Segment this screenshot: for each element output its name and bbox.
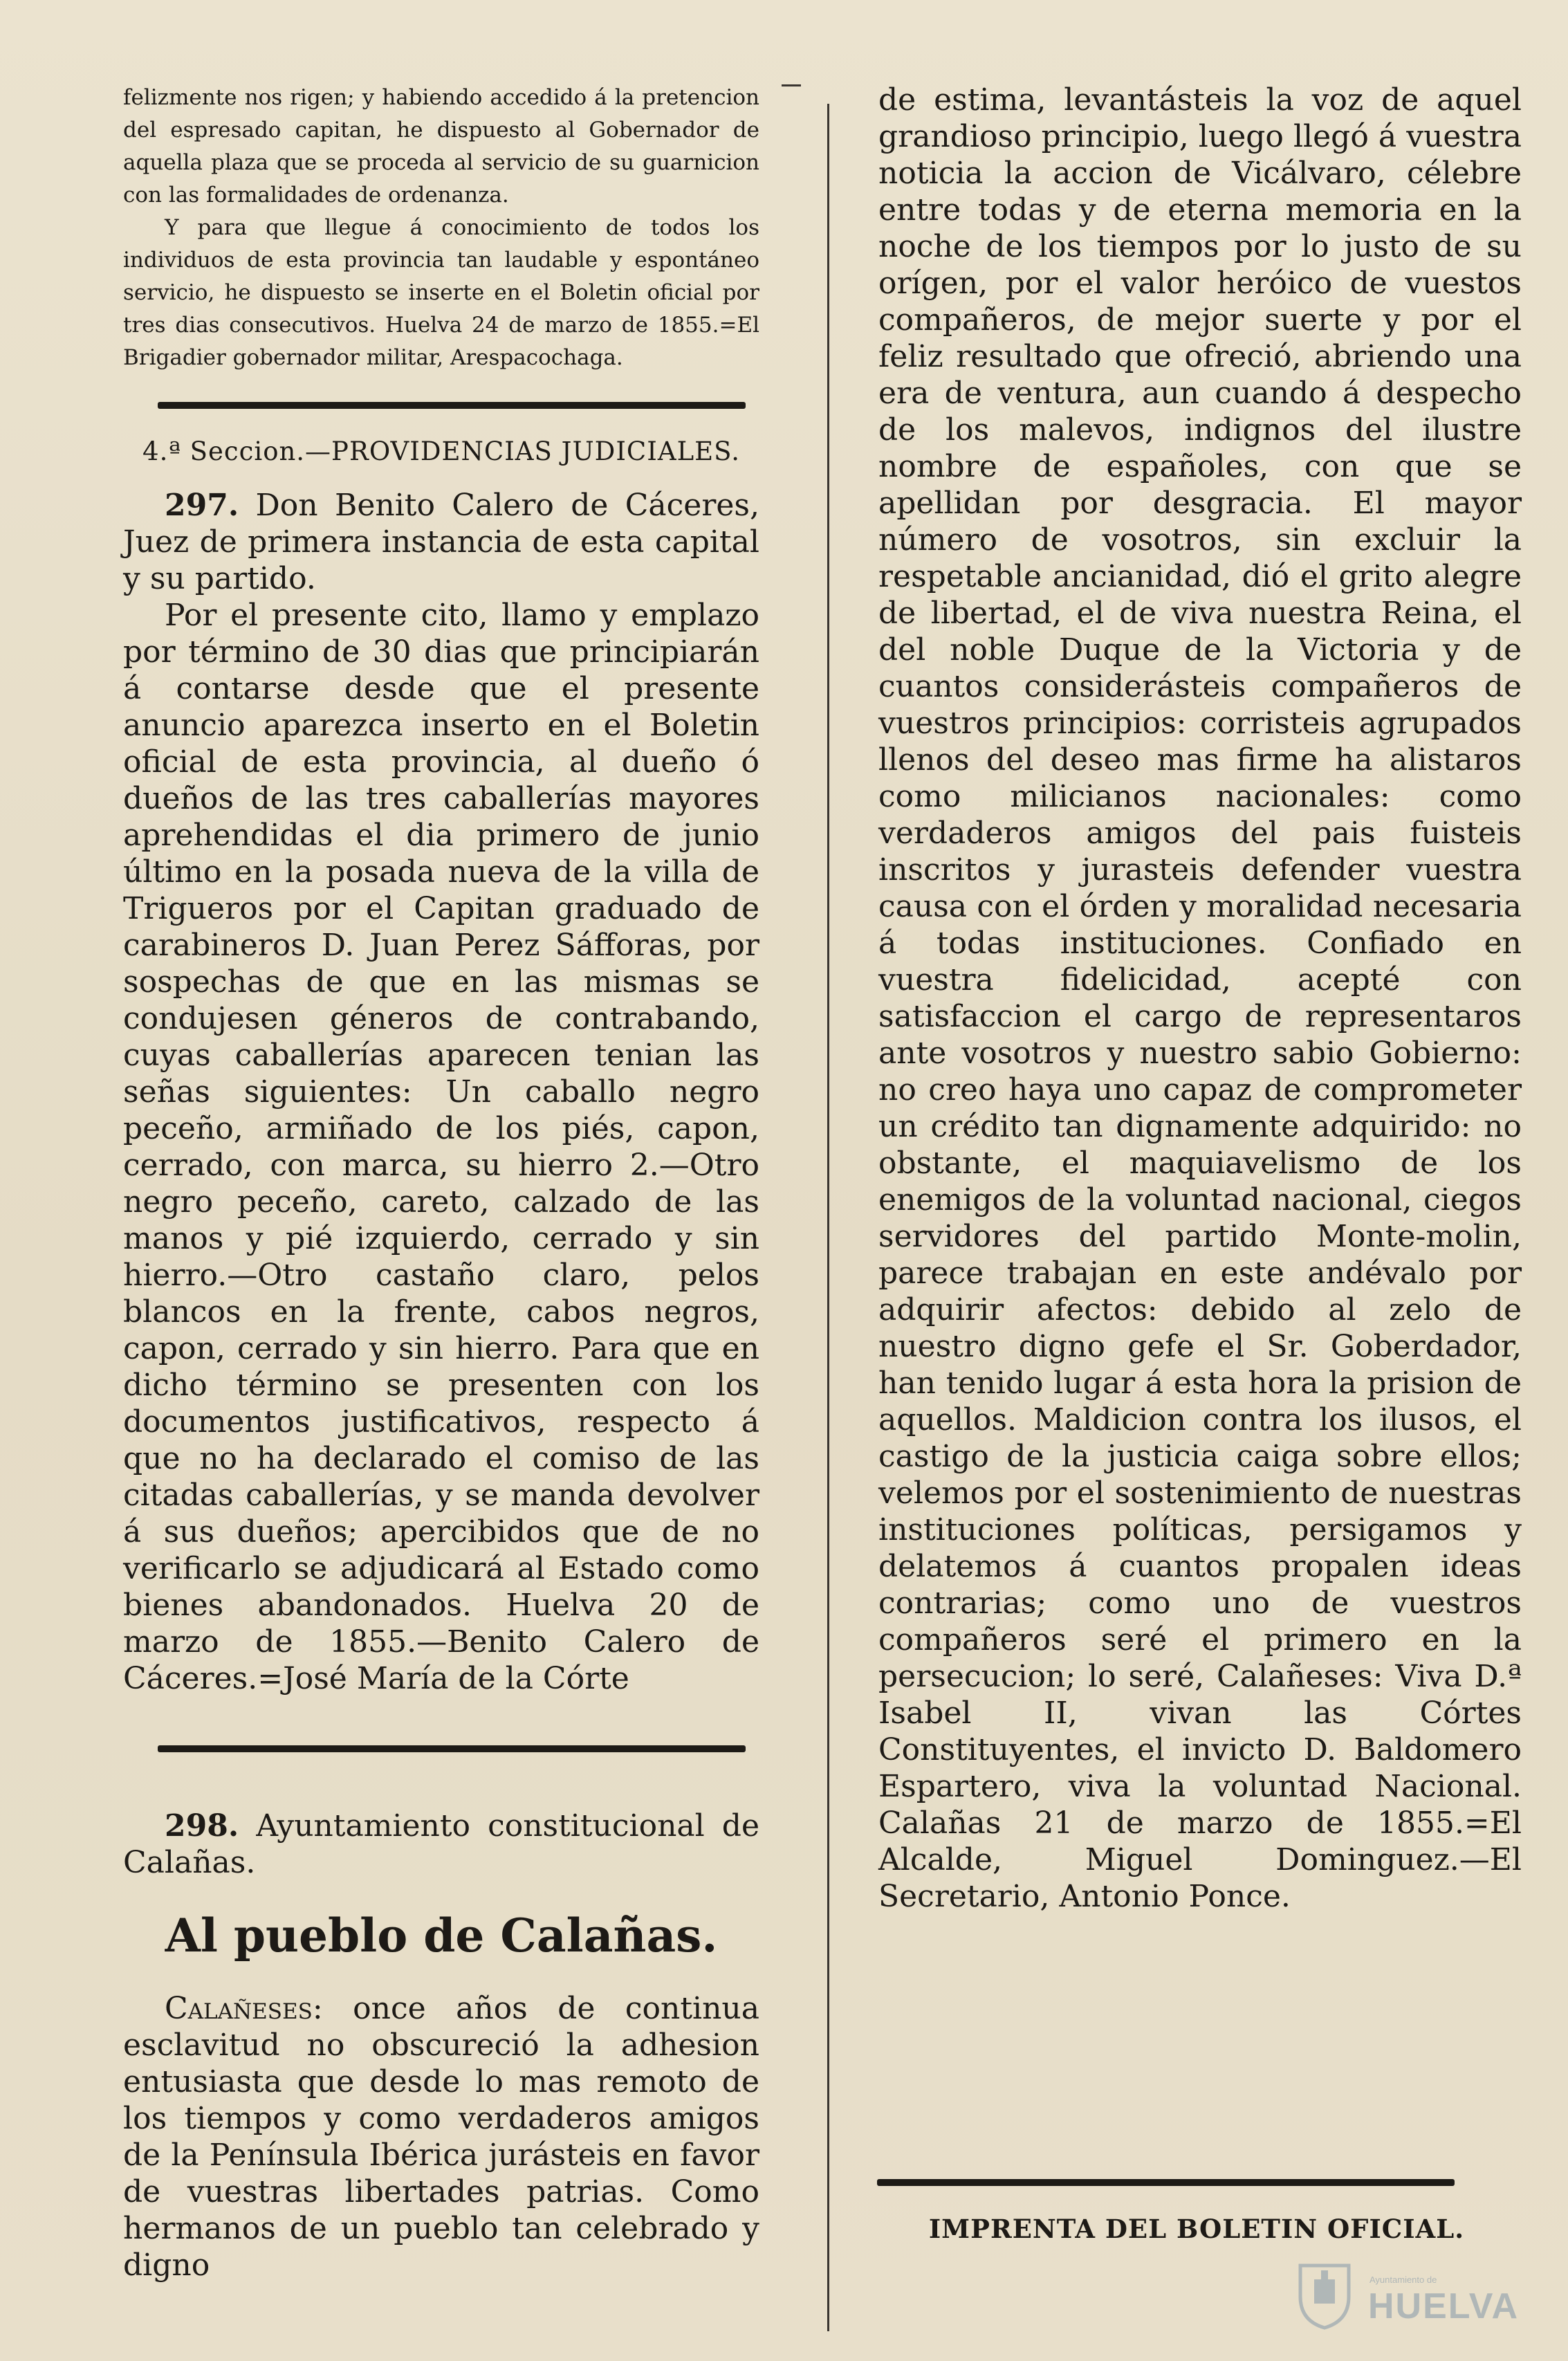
proclamation-heading: Al pueblo de Calañas. [165,1909,718,1963]
imprint-line: IMPRENTA DEL BOLETIN OFICIAL. [928,2214,1465,2244]
right-column [878,82,1522,1915]
section-heading: 4.ª Seccion.—PROVIDENCIAS JUDICIALES. [142,437,740,466]
watermark-big-text: HUELVA [1368,2286,1520,2326]
notice-297-number: 297. [165,488,239,523]
left-column [123,82,759,2284]
watermark-small-text: Ayuntamiento de [1369,2275,1437,2285]
proclamation-start [123,1990,759,2284]
notice-298-number: 298. [165,1808,239,1844]
proclamation-continued: de estima, levantásteis la voz de aquel grandioso principio, luego llegó á vuestra noticia la accion de Vicálvaro, célebre entre todas y de eterna memoria en la noche de los tiempos por lo justo de su orígen, por el valor heróico de vuestos compañeros, de mejor suerte y por el feliz resultado que ofreció, abriendo una era de ventura, aun cuando á despecho de los malevos, indignos del ilustre nombre de españoles, con que se apellidan por desgracia. El mayor número de vosotros, sin excluir la respetable ancianidad, dió el grito alegre de libertad, el de viva nuestra Reina, el del noble Duque de la Victoria y de cuantos considerásteis compañeros de vuestros principios: corristeis agrupados llenos del deseo mas firme ha alistaros como milicianos nacionales: como verdaderos amigos del pais fuisteis inscritos y jurasteis defender vuestra causa con el órden y moralidad necesaria á todas instituciones. Confiado en vuestra fidelicidad, acepté con satisfaccion el cargo de representaros ante vosotros y nuestro sabio Gobierno: no creo haya uno capaz de comprometer un crédito tan dignamente adquirido: no obstante, el maquiavelismo de los enemigos de la voluntad nacional, ciegos servidores del partido Monte-molin, parece trabajan en este andévalo por adquirir afectos: debido al zelo de nuestro digno gefe el Sr. Goberdador, han tenido lugar á esta hora la prision de aquellos. Maldicion contra los ilusos, el castigo de la justicia caiga sobre ellos; velemos por el sostenimiento de nuestras instituciones políticas, persigamos y delatemos á cuantos propalen ideas contrarias; como uno de vuestros compañeros seré el primero en la persecucion; lo seré, Calañeses: Viva D.ª Isabel II, vivan las Córtes Constituyentes, el invicto D. Baldomero Espartero, viva la voluntad Nacional. Calañas 21 de marzo de 1855.=El Alcalde, Miguel Dominguez.—El Secretario, Antonio Ponce. [878,82,1522,1914]
proclamation-opening-word: Calañeses: [165,1991,323,2026]
imprint-rule [877,2179,1455,2186]
intro-paragraph-1: felizmente nos rigen; y habiendo accedido á la pretencion del espresado capitan, he dispuesto al Gobernador de aquella plaza que se proceda al servicio de su guarnicion con las formalidades de ordenanza. [123,85,759,208]
section-rule [158,402,746,409]
notice-297-title-text: Don Benito Calero de Cáceres, Juez de primera instancia de esta capital y su partido. [123,488,759,596]
intro-paragraph-2: Y para que llegue á conocimiento de todos los individuos de esta provincia tan laudable y espontáneo servicio, he dispuesto se inserte en el Boletin oficial por tres dias consecutivos. Huelva 24 de marzo de 1855.=El Brigadier gobernador militar, Arespacochaga. [123,215,759,370]
notice-297-title [123,487,759,597]
proclamation-start-text: once años de continua esclavitud no obscureció la adhesion entusiasta que desde lo mas remoto de los tiempos y como verdaderos amigos de la Península Ibérica jurásteis en favor de vuestras libertades patrias. Como hermanos de un pueblo tan celebrado y digno [123,1991,759,2283]
notice-298-title [123,1808,759,1881]
column-divider-tick [782,84,801,86]
archive-watermark [1286,2255,1520,2331]
notice-rule [158,1745,746,1752]
huelva-city-arms-icon [1286,2255,1363,2331]
notice-297-body: Por el presente cito, llamo y emplazo por término de 30 dias que principiarán á contarse desde que el presente anuncio aparezca inserto en el Boletin oficial de esta provincia, al dueño ó dueños de las tres caballerías mayores aprehendidas el dia primero de junio último en la posada nueva de la villa de Trigueros por el Capitan graduado de carabineros D. Juan Perez Sáfforas, por sospechas de que en las mismas se condujesen géneros de contrabando, cuyas caballerías aparecen tenian las señas siguientes: Un caballo negro peceño, armiñado de los piés, capon, cerrado, con marca, su hierro 2.—Otro negro peceño, careto, calzado de las manos y pié izquierdo, cerrado y sin hierro.—Otro castaño claro, pelos blancos en la frente, cabos negros, capon, cerrado y sin hierro. Para que en dicho término se presenten con los documentos justificativos, respecto á que no ha declarado el comiso de las citadas caballerías, y se manda devolver á sus dueños; apercibidos que de no verificarlo se adjudicará al Estado como bienes abandonados. Huelva 20 de marzo de 1855.—Benito Calero de Cáceres.=José María de la Córte [123,598,759,1696]
notice-298-title-text: Ayuntamiento constitucional de Calañas. [123,1808,759,1880]
column-divider [827,104,829,2331]
